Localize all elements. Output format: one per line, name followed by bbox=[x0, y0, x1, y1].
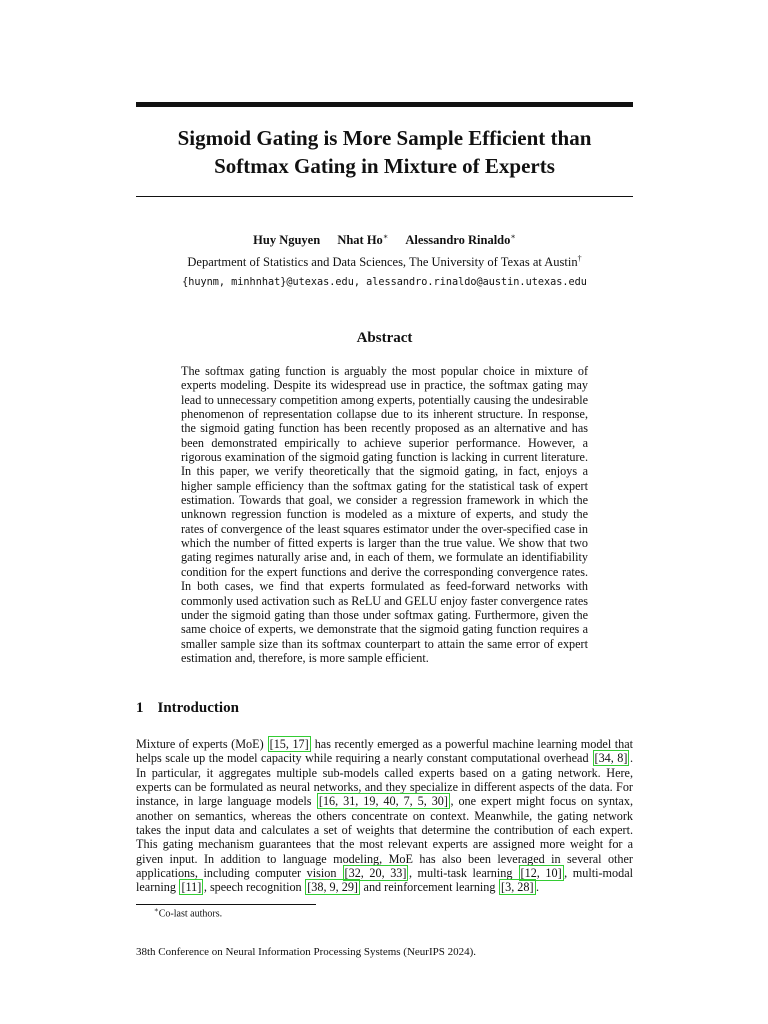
title-rule bbox=[136, 196, 633, 197]
author-3: Alessandro Rinaldo∗ bbox=[405, 232, 516, 248]
section-heading-introduction bbox=[136, 700, 239, 717]
intro-text: . bbox=[536, 880, 540, 895]
affiliation: Department of Statistics and Data Sciences, The University of Texas at Austin† bbox=[187, 254, 582, 270]
citation-link[interactable]: [3, 28] bbox=[501, 880, 534, 895]
author-2: Nhat Ho∗ bbox=[337, 232, 389, 248]
intro-text: Mixture of experts (MoE) bbox=[136, 737, 268, 751]
citation-link[interactable]: [16, 31, 19, 40, 7, 5, 30] bbox=[318, 794, 448, 809]
citation-link[interactable]: [34, 8] bbox=[594, 751, 628, 766]
section-title: Introduction bbox=[157, 700, 239, 716]
abstract-body: The softmax gating function is arguably the most popular choice in mixture of experts modeling. Despite its widespread use in practice, the softmax gating may lead to unnecessary competition among experts, potentially causing the undesirable phenomenon of representation collapse due to its inherent structure. In response, the sigmoid gating function has been recently proposed as an alternative and has been demonstrated empirically to achieve superior performance. However, a rigorous examination of the sigmoid gating function is lacking in current literature. In this paper, we verify theoretically that the sigmoid gating, in fact, enjoys a higher sample efficiency than the softmax gating for the statistical task of expert estimation. Towards that goal, we consider a regression framework in which the unknown regression function is modeled as a mixture of experts, and study the rates of convergence of the least squares estimator under the over-specified case in which the number of fitted experts is larger than the true value. We show that two gating regimes naturally arise and, in each of them, we formulate an identifiability condition for the expert functions and derive the corresponding convergence rates. In both cases, we find that experts formulated as feed-forward networks with commonly used activation such as ReLU and GELU enjoy faster convergence rates under the sigmoid gating than those under softmax gating. Furthermore, given the same choice of experts, we demonstrate that the sigmoid gating function requires a smaller sample size than its softmax counterpart to attain the same error of expert estimation and, therefore, is more sample efficient. bbox=[181, 364, 588, 665]
venue-note: 38th Conference on Neural Information Processing Systems (NeurIPS 2024). bbox=[136, 946, 477, 958]
intro-text: and reinforcement learning bbox=[360, 880, 499, 895]
author-1: Huy Nguyen bbox=[253, 233, 321, 248]
intro-text: has recently emerged as a powerful machine learning model that helps scale up the model capacity while requiring a nearly constant computational overhead bbox=[136, 737, 633, 766]
citation-link[interactable]: [32, 20, 33] bbox=[344, 866, 407, 881]
author-emails[interactable]: {huynm, minhnhat}@utexas.edu, alessandro.rinaldo@austin.utexas.edu bbox=[182, 277, 587, 288]
title-line-2: Softmax Gating in Mixture of Experts bbox=[214, 154, 555, 178]
title-line-1: Sigmoid Gating is More Sample Efficient than bbox=[177, 126, 592, 150]
section-number: 1 bbox=[136, 700, 144, 716]
intro-text: , multi-task learning bbox=[408, 866, 519, 881]
author-list bbox=[136, 232, 633, 248]
intro-text: , multi-modal learning bbox=[136, 866, 634, 895]
top-rule bbox=[136, 102, 633, 107]
intro-text: , one expert might focus on syntax, another on semantics, whereas the others concentrate on context. Meanwhile, the gating network takes the input data and calculates a set of weights that determine the contribution of each expert. This gating mechanism guarantees that the most relevant experts are assigned more weight for a given input. In addition to language modeling, MoE has also been leveraged in several other applications, including computer vision bbox=[136, 794, 633, 881]
citation-link[interactable]: [38, 9, 29] bbox=[307, 880, 358, 895]
intro-text: , speech recognition bbox=[203, 880, 305, 895]
intro-text: . In particular, it aggregates multiple sub-models called experts based on a gating network. Here, experts can be formulated as neural networks, and they specialize in different aspects of the data. For instance, in large language models bbox=[136, 751, 633, 809]
abstract-heading: Abstract bbox=[356, 330, 413, 346]
citation-link[interactable]: [11] bbox=[181, 880, 202, 895]
introduction-paragraph bbox=[136, 737, 633, 895]
citation-link[interactable]: [15, 17] bbox=[269, 737, 309, 751]
citation-link[interactable]: [12, 10] bbox=[520, 866, 562, 881]
footnote: ∗Co-last authors. bbox=[154, 906, 223, 920]
footnote-rule bbox=[136, 904, 316, 905]
paper-title bbox=[136, 124, 633, 180]
